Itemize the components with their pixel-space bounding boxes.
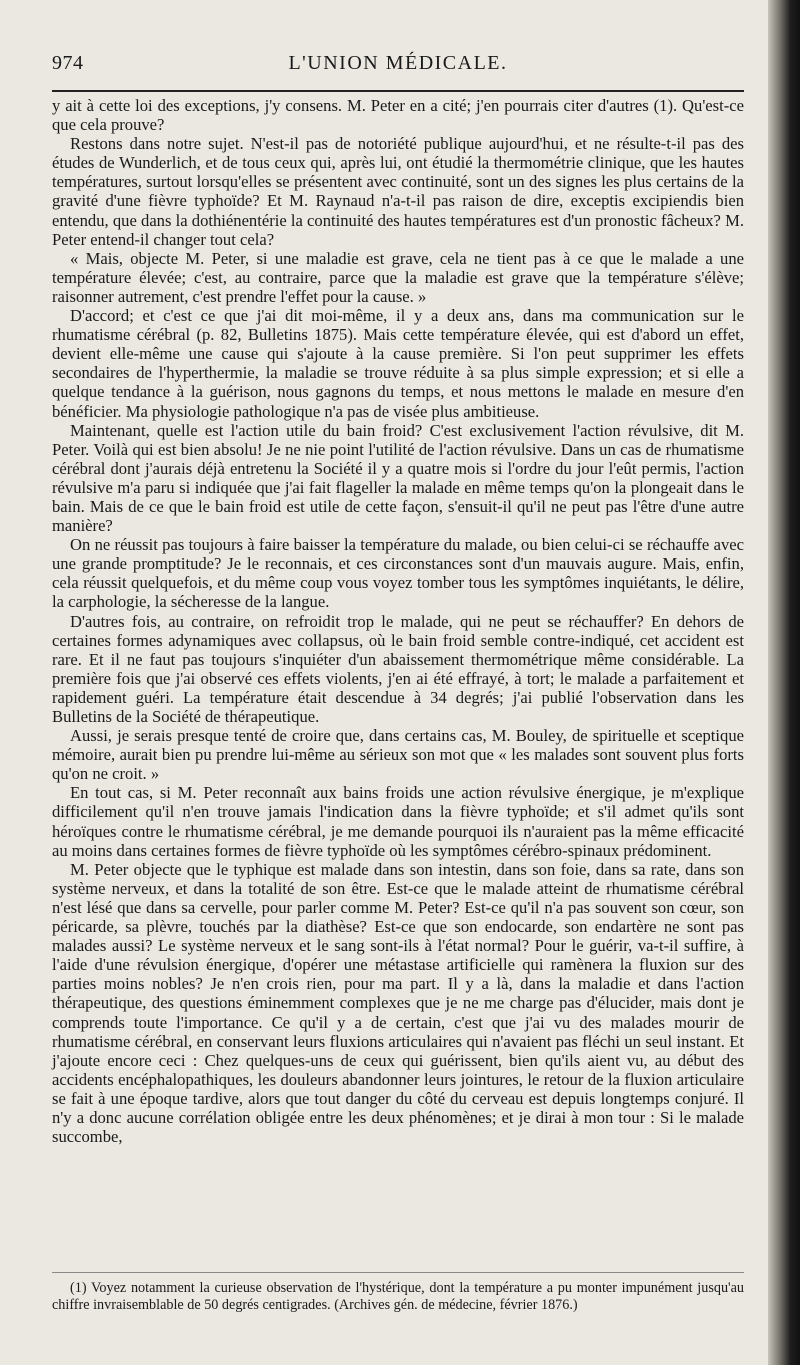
- paragraph: Aussi, je serais presque tenté de croire que, dans certains cas, M. Bouley, de spirituelle et sceptique mémoire, aurait bien pu prendre lui-même au sérieux son mot que « les malades sont souvent plus forts qu'on ne croit. »: [52, 726, 744, 784]
- paragraph: y ait à cette loi des exceptions, j'y consens. M. Peter en a cité; j'en pourrais citer d'autres (1). Qu'est-ce que cela prouve?: [52, 96, 744, 135]
- paragraph: D'autres fois, au contraire, on refroidit trop le malade, qui ne peut se réchauffer? En dehors de certaines formes adynamiques avec collapsus, où le bain froid semble contre-indiqué, cet accident est rare. Et il ne faut pas toujours s'inquiéter d'un abaissement thermométrique même considérable. La première fois que j'ai observé ces effets violents, j'en ai été effrayé, à tort; le malade a parfaitement et rapidement guéri. La température était descendue à 34 degrés; j'ai publié l'observation dans les Bulletins de la Société de thérapeutique.: [52, 611, 744, 726]
- header-rule: [52, 90, 744, 92]
- footnote: [52, 1280, 744, 1314]
- running-title: L'UNION MÉDICALE.: [288, 52, 508, 74]
- book-spine-shadow: [768, 0, 800, 1365]
- page-number: 974: [52, 52, 84, 74]
- paragraph: D'accord; et c'est ce que j'ai dit moi-même, il y a deux ans, dans ma communication sur le rhumatisme cérébral (p. 82, Bulletins 1875). Mais cette température élevée, qui est d'abord un effet, devient elle-même une cause qui s'ajoute à la cause première. Si l'on peut supprimer les effets secondaires de l'hyperthermie, la maladie se trouve réduite à sa plus simple expression; et si elle a quelque tendance à la guérison, nous gagnons du temps, et nous mettons le malade en mesure d'en bénéficier. Ma physiologie pathologique n'a pas de visée plus ambitieuse.: [52, 306, 744, 421]
- footnote-rule: [52, 1272, 744, 1273]
- paragraph: M. Peter objecte que le typhique est malade dans son intestin, dans son foie, dans sa rate, dans son système nerveux, et dans la totalité de son être. Est-ce que le malade atteint de rhumatisme cérébral n'est lésé que dans sa cervelle, pour parler comme M. Peter? Est-ce qu'il n'a pas souvent son cœur, son péricarde, sa plèvre, touchés par la diathèse? Est-ce que son endocarde, son endartère ne sont pas malades aussi? Le système nerveux et le sang sont-ils à l'état normal? Pour le guérir, va-t-il suffire, à l'aide d'une révulsion énergique, d'opérer une métastase artificielle qui ramènera la fluxion sur des parties moins nobles? Je n'en crois rien, pour ma part. Il y a là, dans la maladie et dans l'action thérapeutique, des questions éminemment complexes que je ne me charge pas d'élucider, mais dont je comprends toute l'importance. Ce qu'il y a de certain, c'est que j'ai vu des malades mourir de rhumatisme cérébral, en conservant leurs fluxions articulaires qui n'avaient pas fléchi un seul instant. Et j'ajoute encore ceci : Chez quelques-uns de ceux qui guérissent, bien qu'ils aient vu, au début des accidents encéphalopathiques, les douleurs abandonner leurs jointures, le retour de la fluxion articulaire se fait à une époque tardive, alors que tout danger du côté du cerveau est depuis longtemps conjuré. Il n'y a donc aucune corrélation obligée entre les deux phénomènes; et je dirai à mon tour : Si le malade succombe,: [52, 859, 744, 1147]
- footnote-text: (1) Voyez notamment la curieuse observation de l'hystérique, dont la température a pu monter impunément jusqu'au chiffre invraisemblable de 50 degrés centigrades. (Archives gén. de médecine, février 1876.): [52, 1280, 744, 1313]
- body-text: [52, 96, 744, 1146]
- paragraph: « Mais, objecte M. Peter, si une maladie est grave, cela ne tient pas à ce que le malade a une température élevée; c'est, au contraire, parce que la maladie est grave que la température s'élève; raisonner autrement, c'est prendre l'effet pour la cause. »: [52, 248, 744, 306]
- paragraph: Maintenant, quelle est l'action utile du bain froid? C'est exclusivement l'action révulsive, dit M. Peter. Voilà qui est bien absolu! Je ne nie point l'utilité de l'action révulsive. Dans un cas de rhumatisme cérébral dont j'aurais déjà entretenu la Société il y a quatre mois si l'ordre du jour l'eût permis, l'action révulsive m'a paru si indiquée que j'ai fait flageller la malade en même temps qu'on la plongeait dans le bain. Mais de ce que le bain froid est utile de cette façon, s'ensuit-il qu'il ne peut pas l'être d'une autre manière?: [52, 420, 744, 536]
- paragraph: Restons dans notre sujet. N'est-il pas de notoriété publique aujourd'hui, et ne résulte-t-il pas des études de Wunderlich, et de tous ceux qui, après lui, ont étudié la thermométrie clinique, que les hautes températures, surtout lorsqu'elles se présentent avec continuité, sont un des signes les plus certains de la gravité d'une fièvre typhoïde? Et M. Raynaud n'a-t-il pas raison de dire, exceptis excipiendis bien entendu, que dans la dothiénentérie la continuité des hautes températures est d'un pronostic fâcheux? M. Peter entend-il changer tout cela?: [52, 134, 744, 249]
- page-header: [52, 50, 744, 80]
- paragraph: En tout cas, si M. Peter reconnaît aux bains froids une action révulsive énergique, je m'explique difficilement qu'il n'en trouve jamais l'indication dans la fièvre typhoïde; et s'il admet qu'ils sont héroïques contre le rhumatisme cérébral, je me demande pourquoi ils n'auraient pas la même efficacité au moins dans certaines formes de fièvre typhoïde où les symptômes cérébro-spinaux prédominent.: [52, 783, 744, 860]
- paragraph: On ne réussit pas toujours à faire baisser la température du malade, ou bien celui-ci se réchauffe avec une grande promptitude? Je le reconnais, et ces circonstances sont d'un mauvais augure. Mais, enfin, cela réussit quelquefois, et du même coup vous voyez tomber tous les symptômes inquiétants, le délire, la carphologie, la sécheresse de la langue.: [52, 535, 744, 612]
